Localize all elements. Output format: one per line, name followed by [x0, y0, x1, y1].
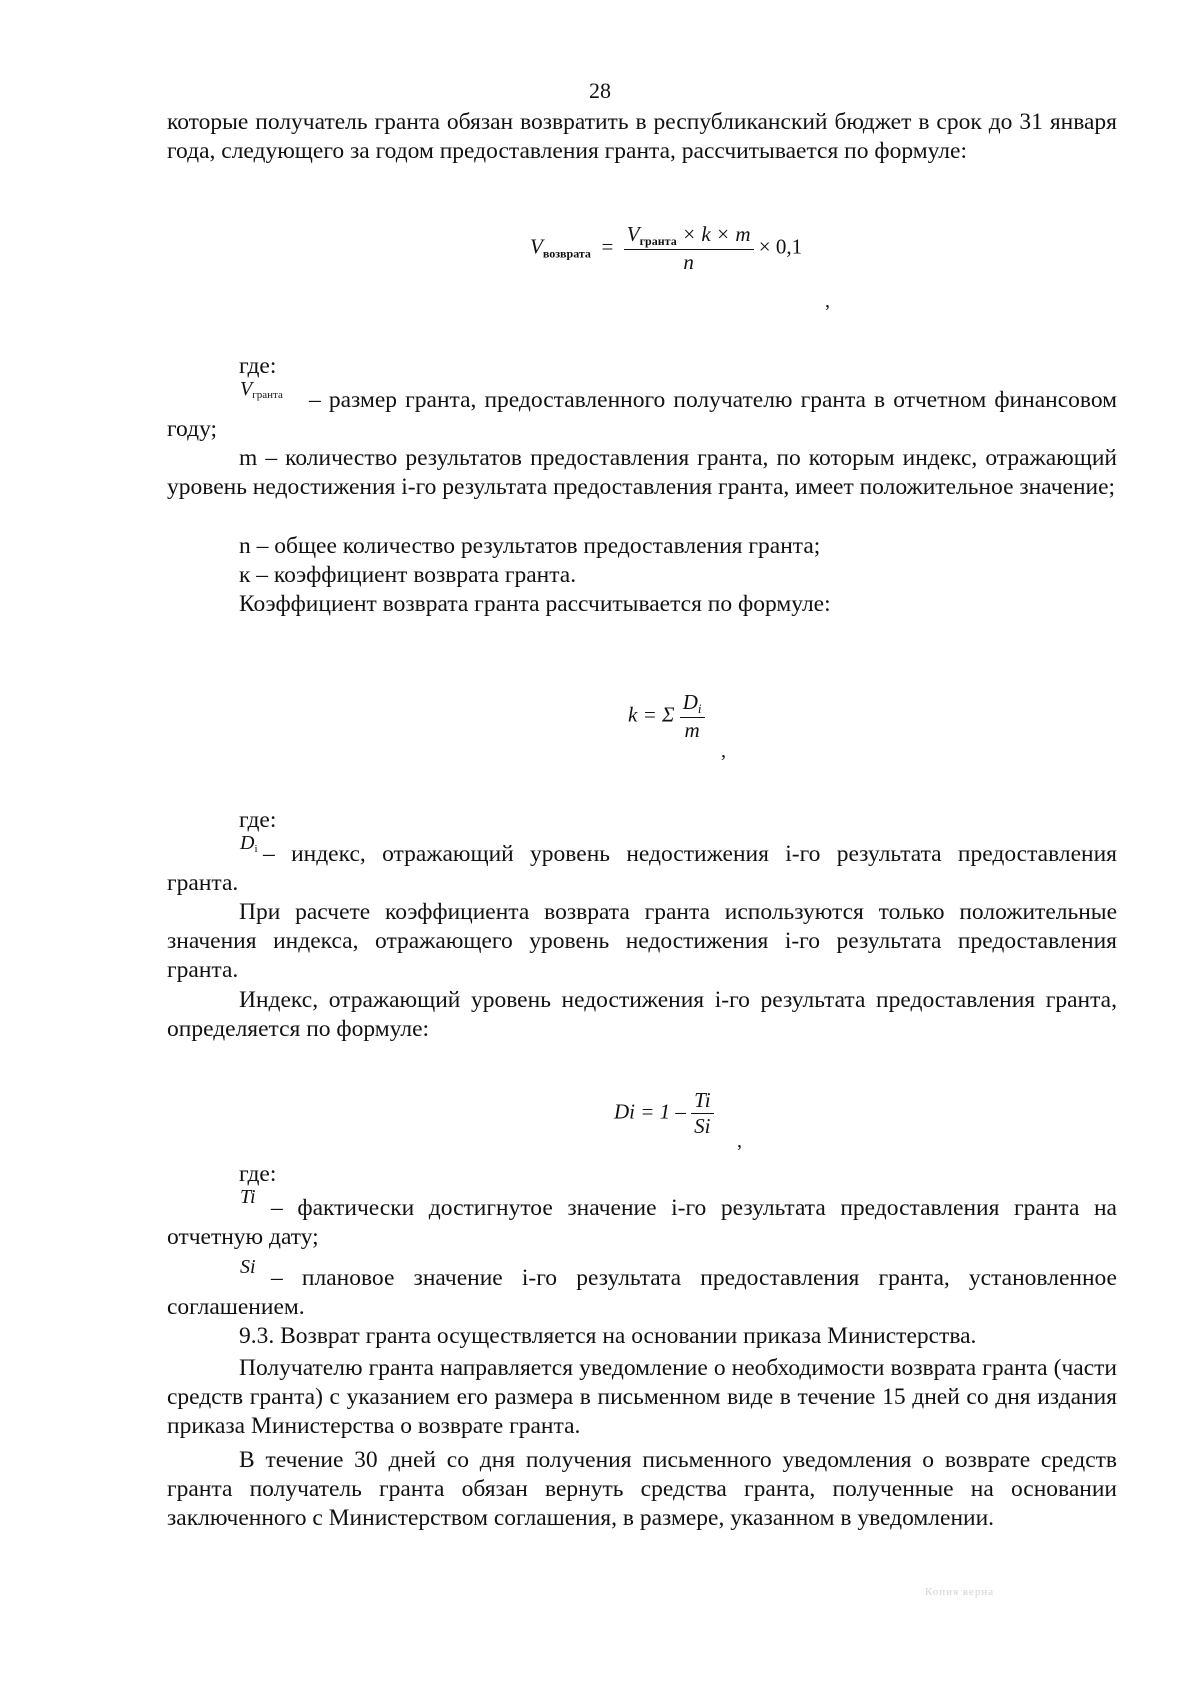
label-where-2: где:	[239, 807, 277, 833]
paragraph-intro: которые получатель гранта обязан возвратить в республиканский бюджет в срок до 31 января года, следующего за годом предоставления гранта, рассчитывается по формуле:	[167, 109, 1117, 164]
label-where-3: где:	[239, 1161, 277, 1187]
paragraph-k-formula-intro: Коэффициент возврата гранта рассчитывается по формуле:	[239, 591, 831, 617]
label-where-1: где:	[239, 353, 277, 379]
paragraph-calc-note: При расчете коэффициента возврата гранта используются только положительные значения индекса, отражающего уровень недостижения i-го результата предоставления гранта.	[167, 899, 1117, 983]
paragraph-return-30-days: В течение 30 дней со дня получения письменного уведомления о возврате средств гранта получатель гранта обязан вернуть средства гранта, полученные на основании заключенного с Министерством соглашения, в размере, указанном в уведомлении.	[167, 1447, 1117, 1531]
formula-di-fraction: $\frac{Ti}{Si}$	[691, 1088, 713, 1139]
formula1-comma: ,	[825, 290, 830, 312]
formula-v-return: $V_{возврата}$ = $\frac{V_{гранта} \times k \times m}{n}$ × 0,1	[530, 222, 803, 274]
paragraph-notice: Получателю гранта направляется уведомление о необходимости возврата гранта (части средств гранта) с указанием его размера в письменном виде в течение 15 дней со дня издания приказа Министерства о возврате гранта.	[167, 1355, 1117, 1439]
formula2-comma: ,	[721, 740, 726, 762]
paragraph-v-grant: – размер гранта, предоставленного получателю гранта в отчетном финансовом году;	[167, 387, 1117, 442]
paragraph-9-3: 9.3. Возврат гранта осуществляется на основании приказа Министерства.	[239, 1323, 977, 1349]
formula-denominator: n	[683, 250, 694, 274]
formula3-comma: ,	[737, 1130, 742, 1152]
formula-numerator-sub: гранта	[639, 234, 677, 248]
faint-stamp: Копия верна	[925, 1586, 995, 1598]
page-number: 28	[589, 78, 611, 103]
paragraph-m: m – количество результатов предоставления гранта, по которым индекс, отражающий уровень недостижения i-го результата предоставления гранта, имеет положительное значение;	[167, 445, 1117, 500]
formula-v-return-lhs: V	[530, 234, 543, 259]
paragraph-index-intro: Индекс, отражающий уровень недостижения i-го результата предоставления гранта, определяется по формуле:	[167, 987, 1117, 1042]
paragraph-k: к – коэффициент возврата гранта.	[239, 562, 577, 588]
formula-di-lhs: Di = 1 –	[614, 1099, 686, 1124]
formula-factor: × 0,1	[758, 234, 803, 259]
paragraph-si: – плановое значение i-го результата предоставления гранта, установленное соглашением.	[167, 1265, 1117, 1320]
paragraph-di: – индекс, отражающий уровень недостижения i-го результата предоставления гранта.	[167, 841, 1117, 896]
symbol-di: Di	[240, 832, 258, 855]
formula-numerator-rest: × k × m	[681, 222, 751, 246]
formula-k-fraction: $\frac{Di}{m}$	[680, 690, 705, 743]
paragraph-ti: – фактически достигнутое значение i-го результата предоставления гранта на отчетную дату;	[167, 1195, 1117, 1250]
formula-v-return-fraction	[624, 222, 754, 275]
formula-di	[614, 1088, 714, 1139]
symbol-ti: Ti	[240, 1186, 256, 1208]
paragraph-n: n – общее количество результатов предоставления гранта;	[239, 533, 821, 559]
symbol-v-grant: Vгранта	[240, 378, 283, 401]
formula-v-return-lhs-sub: возврата	[542, 246, 591, 261]
formula-numerator-v: V	[626, 222, 640, 246]
symbol-si: Si	[240, 1256, 256, 1278]
formula-k-lhs: k = Σ	[628, 702, 675, 727]
formula-k	[628, 690, 705, 743]
